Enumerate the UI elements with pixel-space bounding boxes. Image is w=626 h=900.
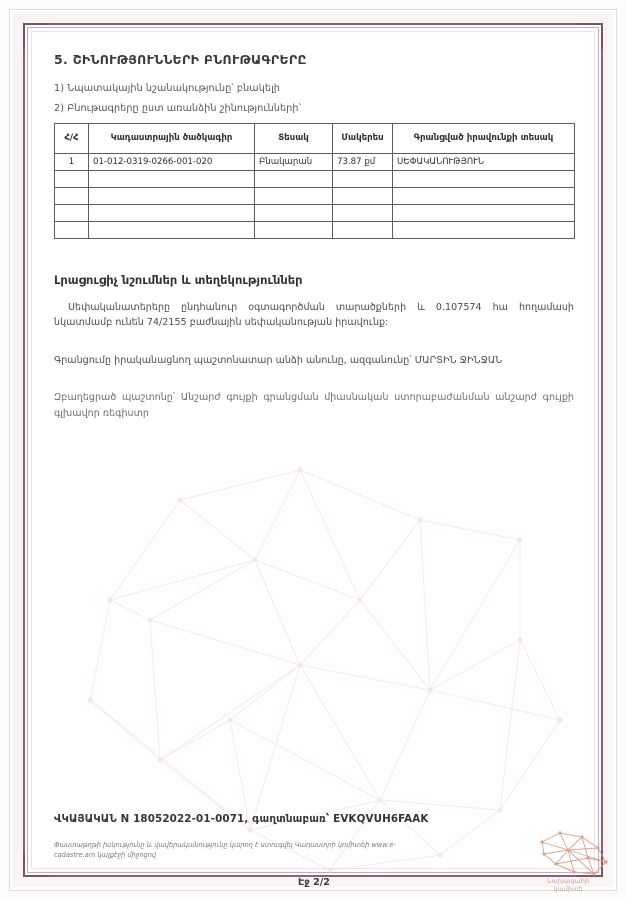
cell-code — [89, 205, 255, 222]
cell-type — [255, 171, 333, 188]
page-number: Էջ 2/2 — [298, 877, 330, 888]
cell-no — [55, 188, 89, 205]
cell-right — [393, 205, 575, 222]
cell-right — [393, 171, 575, 188]
column-header-no: Հ/Հ — [55, 124, 89, 154]
notes-paragraph-officer-name: Գրանցումը իրականացնող պաշտոնատար անձի անունը, ազգանունը՝ ՄԱՐՏԻՆ ՋԻՆՋԱՆ — [54, 354, 503, 366]
logo-caption — [516, 878, 620, 894]
table-row — [55, 188, 575, 205]
cell-type: Բնակարան — [255, 154, 333, 171]
frame-corner-bottom-left — [23, 851, 49, 877]
table-row — [55, 222, 575, 239]
section-item-1: 1) Նպատակային նշանակությունը՝ բնակելի — [54, 83, 280, 94]
cell-no: 1 — [55, 154, 89, 171]
cell-code — [89, 188, 255, 205]
cell-right — [393, 188, 575, 205]
table-row — [55, 154, 575, 171]
cell-code: 01-012-0319-0266-001-020 — [89, 154, 255, 171]
notes-paragraph-ownership: Սեփականատերերը ընդհանուր օգտագործման տարածքների և 0.107574 հա հողամասի նկատմամբ ունեն 74/2155 բաժնային սեփականության իրավունք: — [54, 302, 574, 329]
table-row — [55, 205, 575, 222]
logo-caption-line-2: կամիտե — [553, 885, 583, 893]
cell-area: 73.87 քմ — [333, 154, 393, 171]
cell-right — [393, 222, 575, 239]
column-header-code: Կադաստրային ծածկագիր — [89, 124, 255, 154]
certificate-number: ՎԿԱՅԱԿԱՆ N 18052022-01-0071, գաղտնաբառ՝ EVKQVUH6FAAK — [54, 812, 429, 825]
notes-paragraph-officer-position: Զբաղեցրած պաշտոնը՝ Անշարժ գույքի գրանցման միասնական ստորաբաժանման անշարժ գույքի գլխավոր ռեգիստր — [54, 392, 574, 419]
cell-code — [89, 222, 255, 239]
cell-right: ՍԵՓԱԿԱՆՈՒԹՅՈՒՆ — [393, 154, 575, 171]
column-header-type: Տեսակ — [255, 124, 333, 154]
cell-type — [255, 222, 333, 239]
table-row — [55, 171, 575, 188]
cell-area — [333, 171, 393, 188]
section-item-2: 2) Բնութագրերը ըստ առանձին շինությունների՝ — [54, 103, 301, 114]
cadastre-logo — [516, 828, 620, 894]
frame-corner-top-left — [23, 23, 49, 49]
armenia-map-icon — [516, 828, 620, 880]
cell-area — [333, 222, 393, 239]
table-header-row — [55, 124, 575, 154]
logo-caption-line-1: Նախագահի — [546, 877, 590, 885]
cell-code — [89, 171, 255, 188]
section-heading: 5. ՇԻՆՈՒԹՅՈՒՆՆԵՐԻ ԲՆՈՒԹԱԳՐԵՐԸ — [54, 52, 307, 67]
cell-area — [333, 205, 393, 222]
cell-no — [55, 222, 89, 239]
cell-no — [55, 171, 89, 188]
cell-area — [333, 188, 393, 205]
document-content — [54, 52, 574, 443]
buildings-table — [54, 123, 575, 239]
cell-no — [55, 205, 89, 222]
cell-type — [255, 205, 333, 222]
verification-fineprint: Փաստաթղթի իսկությունը և վավերականությունը կարող է ստուգվել Կադաստրի կոմիտեի www.e-cadastre.am կայքէջի միջոցով — [54, 840, 396, 859]
notes-heading: Լրացուցիչ նշումներ և տեղեկություններ — [54, 273, 303, 287]
cell-type — [255, 188, 333, 205]
column-header-right: Գրանցված իրավունքի տեսակ — [393, 124, 575, 154]
column-header-area: Մակերես — [333, 124, 393, 154]
frame-corner-top-right — [577, 23, 603, 49]
